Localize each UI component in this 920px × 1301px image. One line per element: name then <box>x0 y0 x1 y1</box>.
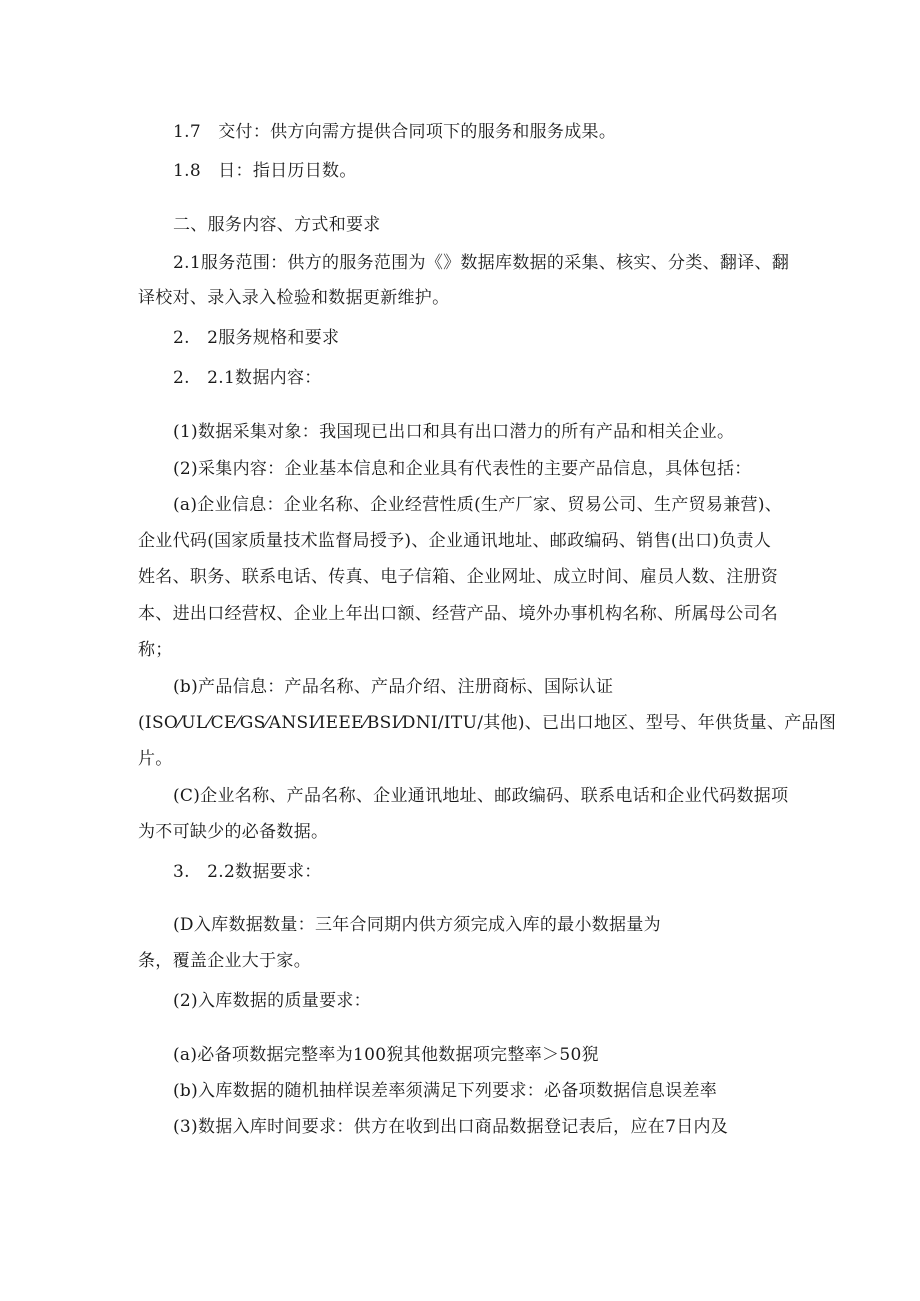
item-d-line-2: 条，覆盖企业大于家。 <box>138 951 311 971</box>
item-2-quality-heading: (2)入库数据的质量要求： <box>173 991 371 1011</box>
item-a-line-4: 本、进出口经营权、企业上年出口额、经营产品、境外办事机构名称、所属母公司名 <box>138 604 779 624</box>
item-c-line-1: (C)企业名称、产品名称、企业通讯地址、邮政编码、联系电话和企业代码数据项 <box>173 786 789 806</box>
item-2-collection-content: (2)采集内容：企业基本信息和企业具有代表性的主要产品信息，具体包括： <box>173 459 752 479</box>
clause-2-2-heading: 2. 2服务规格和要求 <box>173 328 340 348</box>
clause-2-1-line-1: 2.1服务范围：供方的服务范围为《》数据库数据的采集、核实、分类、翻译、翻 <box>173 253 790 273</box>
item-b-error-rate: (b)入库数据的随机抽样误差率须满足下列要求：必备项数据信息误差率 <box>173 1081 718 1101</box>
clause-2-2-2-heading: 3. 2.2数据要求： <box>173 862 322 882</box>
item-3-entry-time: (3)数据入库时间要求：供方在收到出口商品数据登记表后，应在7日内及 <box>173 1117 729 1137</box>
item-a-line-5: 称； <box>138 640 173 660</box>
item-a-line-1: (a)企业信息：企业名称、企业经营性质(生产厂家、贸易公司、生产贸易兼营)、 <box>173 495 783 515</box>
item-a-line-2: 企业代码(国家质量技术监督局授予)、企业通讯地址、邮政编码、销售(出口)负责人 <box>138 531 772 551</box>
clause-2-1-line-2: 译校对、录入录入检验和数据更新维护。 <box>138 288 450 308</box>
section-heading-2: 二、服务内容、方式和要求 <box>173 215 381 235</box>
clause-2-2-1-heading: 2. 2.1数据内容： <box>173 368 322 388</box>
item-a-line-3: 姓名、职务、联系电话、传真、电子信箱、企业网址、成立时间、雇员人数、注册资 <box>138 567 779 587</box>
item-a-completeness: (a)必备项数据完整率为100猊其他数据项完整率＞50猊 <box>173 1045 599 1065</box>
item-c-line-2: 为不可缺少的必备数据。 <box>138 822 329 842</box>
clause-1-8: 1.8 日：指日历日数。 <box>173 161 357 181</box>
item-b-line-1: (b)产品信息：产品名称、产品介绍、注册商标、国际认证 <box>173 677 614 697</box>
item-d-line-1: (D入库数据数量：三年合同期内供方须完成入库的最小数据量为 <box>173 915 661 935</box>
item-1-collection-target: (1)数据采集对象：我国现已出口和具有出口潜力的所有产品和相关企业。 <box>173 422 735 442</box>
clause-1-7: 1.7 交付：供方向需方提供合同项下的服务和服务成果。 <box>173 122 617 142</box>
item-b-line-2: (ISO⁄UL⁄CE⁄GS⁄ANSI⁄IEEE⁄BSI⁄DNI/ITU/其他)、已出口地区、型号、年供货量、产品图 <box>138 713 837 733</box>
item-b-line-3: 片。 <box>138 749 173 769</box>
